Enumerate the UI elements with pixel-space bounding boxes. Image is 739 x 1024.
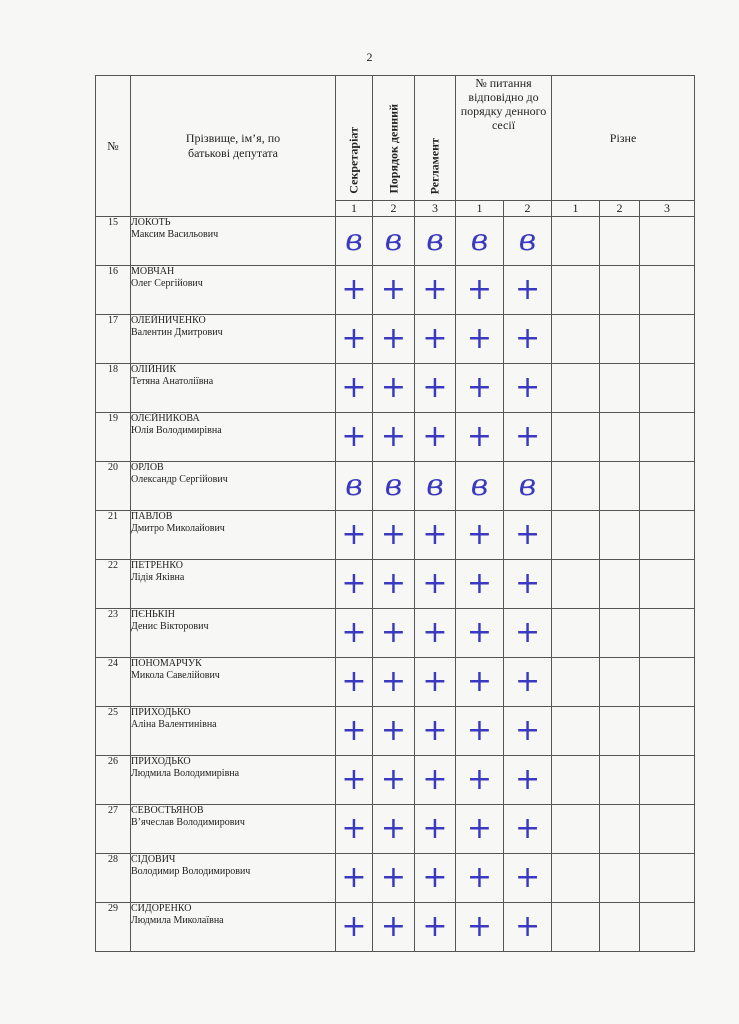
vote-for-mark: +	[336, 315, 373, 364]
empty-vote-cell	[600, 805, 640, 854]
vote-for-mark: +	[373, 805, 415, 854]
header-secretariat-text: Секретаріат	[346, 127, 361, 194]
vote-for-mark: +	[456, 609, 504, 658]
table-row	[96, 609, 695, 658]
vote-for-mark: +	[336, 756, 373, 805]
vote-for-mark: +	[336, 266, 373, 315]
table-row	[96, 413, 695, 462]
vote-for-mark: +	[336, 707, 373, 756]
deputy-surname: ОРЛОВ	[131, 462, 164, 473]
absent-mark: в	[415, 462, 456, 511]
deputy-name	[131, 903, 336, 952]
empty-vote-cell	[640, 854, 695, 903]
deputy-name	[131, 266, 336, 315]
deputy-surname: ОЛІЙНИК	[131, 364, 177, 375]
subnumber-cell: 1	[456, 201, 504, 217]
empty-vote-cell	[600, 756, 640, 805]
deputy-given-names: Тетяна Анатоліївна	[131, 376, 214, 387]
vote-for-mark: +	[373, 707, 415, 756]
empty-vote-cell	[552, 903, 600, 952]
vote-for-mark: +	[336, 903, 373, 952]
vote-for-mark: +	[504, 413, 552, 462]
deputy-surname: СЕВОСТЬЯНОВ	[131, 805, 204, 816]
deputy-surname: ЛОКОТЬ	[131, 217, 171, 228]
deputy-name	[131, 756, 336, 805]
vote-for-mark: +	[415, 658, 456, 707]
voting-table	[95, 75, 695, 952]
header-number: №	[96, 76, 131, 217]
deputy-surname: ПАВЛОВ	[131, 511, 173, 522]
vote-for-mark: +	[504, 903, 552, 952]
deputy-given-names: Денис Вікторович	[131, 621, 209, 632]
table-body	[96, 217, 695, 952]
deputy-given-names: В’ячеслав Володимирович	[131, 817, 245, 828]
table-row	[96, 903, 695, 952]
deputy-given-names: Людмила Володимирівна	[131, 768, 240, 779]
vote-for-mark: +	[456, 266, 504, 315]
empty-vote-cell	[552, 413, 600, 462]
vote-for-mark: +	[373, 560, 415, 609]
vote-for-mark: +	[456, 364, 504, 413]
vote-for-mark: +	[504, 707, 552, 756]
row-number: 27	[96, 805, 131, 854]
deputy-surname: СИДОРЕНКО	[131, 903, 192, 914]
deputy-surname: ОЛЕЙНИЧЕНКО	[131, 315, 206, 326]
vote-for-mark: +	[415, 756, 456, 805]
empty-vote-cell	[640, 266, 695, 315]
row-number: 22	[96, 560, 131, 609]
table-row	[96, 658, 695, 707]
vote-for-mark: +	[373, 903, 415, 952]
absent-mark: в	[373, 217, 415, 266]
vote-for-mark: +	[373, 658, 415, 707]
vote-for-mark: +	[336, 854, 373, 903]
empty-vote-cell	[600, 462, 640, 511]
header-rules-text: Регламент	[427, 137, 442, 194]
vote-for-mark: +	[504, 805, 552, 854]
empty-vote-cell	[552, 805, 600, 854]
deputy-name	[131, 462, 336, 511]
empty-vote-cell	[640, 217, 695, 266]
subnumber-cell: 2	[504, 201, 552, 217]
vote-for-mark: +	[373, 364, 415, 413]
deputy-given-names: Лідія Яківна	[131, 572, 185, 583]
empty-vote-cell	[552, 560, 600, 609]
deputy-surname: ПРИХОДЬКО	[131, 707, 191, 718]
deputy-given-names: Олександр Сергійович	[131, 474, 228, 485]
empty-vote-cell	[600, 511, 640, 560]
empty-vote-cell	[640, 560, 695, 609]
page-number: 2	[366, 50, 373, 64]
vote-for-mark: +	[456, 560, 504, 609]
vote-for-mark: +	[415, 364, 456, 413]
header-name-text: Прізвище, ім’я, по батькові депутата	[185, 131, 281, 160]
subnumber-cell: 3	[415, 201, 456, 217]
deputy-name	[131, 217, 336, 266]
empty-vote-cell	[552, 462, 600, 511]
header-name	[131, 76, 336, 217]
vote-for-mark: +	[373, 266, 415, 315]
empty-vote-cell	[600, 364, 640, 413]
row-number: 21	[96, 511, 131, 560]
vote-for-mark: +	[456, 511, 504, 560]
vote-for-mark: +	[415, 315, 456, 364]
absent-mark: в	[456, 462, 504, 511]
vote-for-mark: +	[504, 609, 552, 658]
empty-vote-cell	[552, 854, 600, 903]
vote-for-mark: +	[415, 511, 456, 560]
table-row	[96, 756, 695, 805]
vote-for-mark: +	[504, 364, 552, 413]
vote-for-mark: +	[373, 315, 415, 364]
header-misc: Різне	[552, 76, 695, 201]
subnumber-cell: 2	[600, 201, 640, 217]
empty-vote-cell	[552, 315, 600, 364]
table-row	[96, 511, 695, 560]
vote-for-mark: +	[373, 854, 415, 903]
empty-vote-cell	[552, 609, 600, 658]
row-number: 23	[96, 609, 131, 658]
vote-for-mark: +	[336, 511, 373, 560]
vote-for-mark: +	[415, 805, 456, 854]
subnumber-cell: 1	[336, 201, 373, 217]
vote-for-mark: +	[504, 511, 552, 560]
row-number: 15	[96, 217, 131, 266]
empty-vote-cell	[600, 266, 640, 315]
deputy-given-names: Юлія Володимирівна	[131, 425, 222, 436]
deputy-name	[131, 609, 336, 658]
absent-mark: в	[504, 462, 552, 511]
empty-vote-cell	[600, 609, 640, 658]
empty-vote-cell	[600, 413, 640, 462]
absent-mark: в	[373, 462, 415, 511]
deputy-given-names: Дмитро Миколайович	[131, 523, 225, 534]
row-number: 24	[96, 658, 131, 707]
vote-for-mark: +	[456, 903, 504, 952]
deputy-surname: ПЄНЬКІН	[131, 609, 176, 620]
subnumber-cell: 1	[552, 201, 600, 217]
empty-vote-cell	[640, 903, 695, 952]
empty-vote-cell	[600, 903, 640, 952]
deputy-name	[131, 364, 336, 413]
table-row	[96, 315, 695, 364]
deputy-given-names: Людмила Миколаївна	[131, 915, 224, 926]
empty-vote-cell	[552, 511, 600, 560]
empty-vote-cell	[640, 511, 695, 560]
vote-for-mark: +	[415, 609, 456, 658]
deputy-surname: СІДОВИЧ	[131, 854, 176, 865]
empty-vote-cell	[640, 658, 695, 707]
table-row	[96, 854, 695, 903]
table-row	[96, 707, 695, 756]
header-secretariat	[336, 76, 373, 201]
table-row	[96, 560, 695, 609]
deputy-given-names: Олег Сергійович	[131, 278, 203, 289]
empty-vote-cell	[600, 560, 640, 609]
empty-vote-cell	[600, 854, 640, 903]
deputy-name	[131, 511, 336, 560]
vote-for-mark: +	[456, 413, 504, 462]
table-row	[96, 217, 695, 266]
vote-for-mark: +	[504, 658, 552, 707]
row-number: 26	[96, 756, 131, 805]
vote-for-mark: +	[415, 707, 456, 756]
vote-for-mark: +	[456, 315, 504, 364]
vote-for-mark: +	[336, 609, 373, 658]
empty-vote-cell	[552, 756, 600, 805]
subnumber-cell: 3	[640, 201, 695, 217]
deputy-surname: МОВЧАН	[131, 266, 175, 277]
subnumber-cell: 2	[373, 201, 415, 217]
header-rules	[415, 76, 456, 201]
row-number: 20	[96, 462, 131, 511]
vote-for-mark: +	[456, 756, 504, 805]
vote-for-mark: +	[373, 756, 415, 805]
table-row	[96, 805, 695, 854]
empty-vote-cell	[600, 658, 640, 707]
empty-vote-cell	[600, 315, 640, 364]
vote-for-mark: +	[504, 266, 552, 315]
deputy-surname: ПОНОМАРЧУК	[131, 658, 202, 669]
empty-vote-cell	[640, 707, 695, 756]
empty-vote-cell	[552, 707, 600, 756]
vote-for-mark: +	[415, 560, 456, 609]
deputy-name	[131, 658, 336, 707]
row-number: 18	[96, 364, 131, 413]
empty-vote-cell	[640, 805, 695, 854]
absent-mark: в	[336, 217, 373, 266]
header-question-group: № питання відповідно до порядку денного сесії	[456, 76, 552, 201]
empty-vote-cell	[600, 707, 640, 756]
vote-for-mark: +	[456, 805, 504, 854]
vote-for-mark: +	[456, 854, 504, 903]
absent-mark: в	[504, 217, 552, 266]
vote-for-mark: +	[456, 658, 504, 707]
vote-for-mark: +	[336, 560, 373, 609]
empty-vote-cell	[640, 364, 695, 413]
empty-vote-cell	[552, 217, 600, 266]
deputy-given-names: Володимир Володимирович	[131, 866, 251, 877]
deputy-given-names: Максим Васильович	[131, 229, 219, 240]
deputy-given-names: Микола Савелійович	[131, 670, 220, 681]
table-row	[96, 462, 695, 511]
vote-for-mark: +	[504, 854, 552, 903]
empty-vote-cell	[640, 756, 695, 805]
header-agenda-text: Порядок денний	[386, 104, 400, 194]
vote-for-mark: +	[415, 413, 456, 462]
vote-for-mark: +	[336, 658, 373, 707]
deputy-name	[131, 315, 336, 364]
vote-for-mark: +	[456, 707, 504, 756]
vote-for-mark: +	[504, 756, 552, 805]
vote-for-mark: +	[373, 609, 415, 658]
row-number: 16	[96, 266, 131, 315]
vote-for-mark: +	[336, 805, 373, 854]
deputy-name	[131, 413, 336, 462]
deputy-given-names: Валентин Дмитрович	[131, 327, 223, 338]
deputy-name	[131, 805, 336, 854]
empty-vote-cell	[640, 462, 695, 511]
empty-vote-cell	[640, 413, 695, 462]
absent-mark: в	[456, 217, 504, 266]
row-number: 19	[96, 413, 131, 462]
row-number: 25	[96, 707, 131, 756]
deputy-name	[131, 560, 336, 609]
empty-vote-cell	[640, 609, 695, 658]
empty-vote-cell	[600, 217, 640, 266]
row-number: 17	[96, 315, 131, 364]
row-number: 29	[96, 903, 131, 952]
empty-vote-cell	[640, 315, 695, 364]
empty-vote-cell	[552, 266, 600, 315]
table-row	[96, 266, 695, 315]
vote-for-mark: +	[415, 903, 456, 952]
deputy-given-names: Аліна Валентинівна	[131, 719, 217, 730]
header-agenda	[373, 76, 415, 201]
vote-for-mark: +	[336, 364, 373, 413]
deputy-surname: ПРИХОДЬКО	[131, 756, 191, 767]
empty-vote-cell	[552, 658, 600, 707]
vote-for-mark: +	[373, 511, 415, 560]
deputy-surname: ОЛЄЙНИКОВА	[131, 413, 200, 424]
deputy-name	[131, 854, 336, 903]
vote-for-mark: +	[415, 266, 456, 315]
absent-mark: в	[415, 217, 456, 266]
vote-for-mark: +	[373, 413, 415, 462]
row-number: 28	[96, 854, 131, 903]
absent-mark: в	[336, 462, 373, 511]
vote-for-mark: +	[415, 854, 456, 903]
vote-for-mark: +	[504, 315, 552, 364]
deputy-name	[131, 707, 336, 756]
vote-for-mark: +	[336, 413, 373, 462]
empty-vote-cell	[552, 364, 600, 413]
table-row	[96, 364, 695, 413]
vote-for-mark: +	[504, 560, 552, 609]
deputy-surname: ПЕТРЕНКО	[131, 560, 183, 571]
